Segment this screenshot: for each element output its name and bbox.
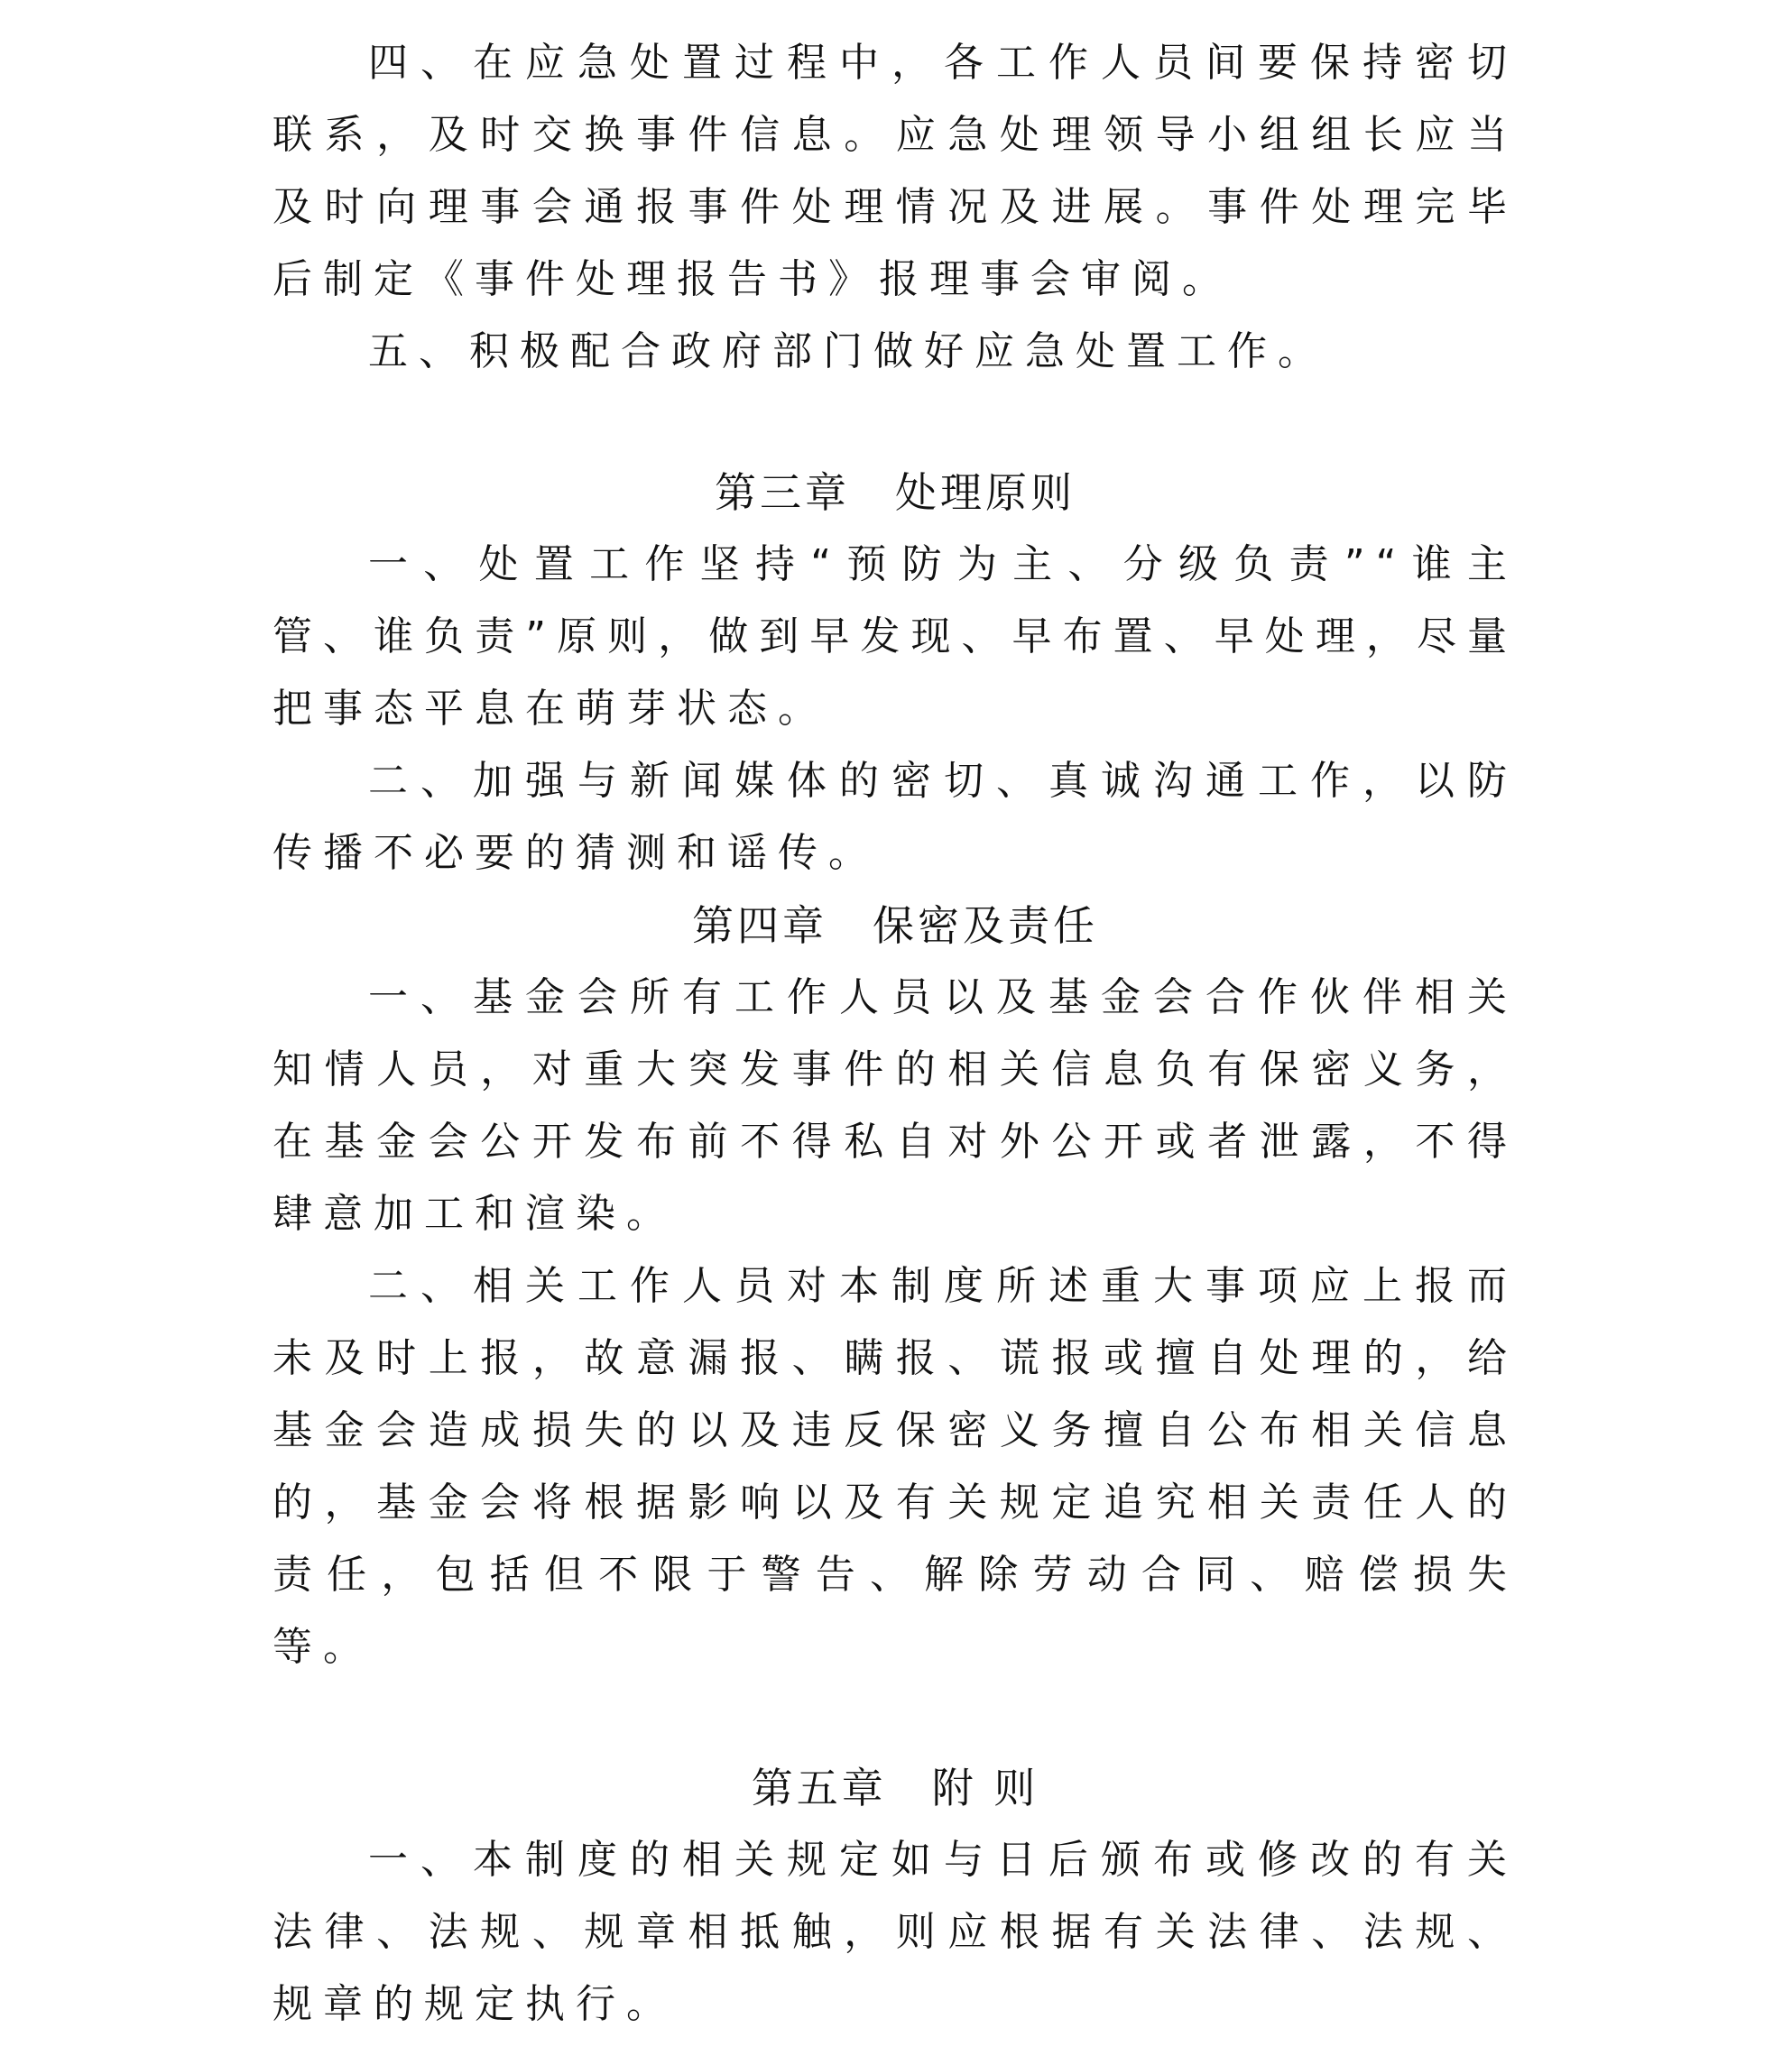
chapter-4-paragraph-1: 一、基金会所有工作人员以及基金会合作伙伴相关知情人员，对重大突发事件的相关信息负有保密义务，在基金会公开发布前不得私自对外公开或者泄露，不得肆意加工和渲染。 bbox=[272, 974, 1518, 1237]
paragraph-4-emergency-contact: 四、在应急处置过程中，各工作人员间要保持密切联系，及时交换事件信息。应急处理领导小组组长应当及时向理事会通报事件处理情况及进展。事件处理完毕后制定《事件处理报告书》报理事会审阅。 bbox=[272, 40, 1518, 302]
spacer bbox=[272, 1683, 1536, 1752]
chapter-4-paragraph-2: 二、相关工作人员对本制度所述重大事项应上报而未及时上报，故意漏报、瞒报、谎报或擅自处理的，给基金会造成损失的以及违反保密义务擅自公布相关信息的，基金会将根据影响以及有关规定追究相关责任人的责任，包括但不限于警告、解除劳动合同、赔偿损失等。 bbox=[272, 1263, 1518, 1670]
chapter-3-paragraph-1: 一、处置工作坚持“预防为主、分级负责”“谁主管、谁负责”原则，做到早发现、早布置、早处理，尽量把事态平息在萌芽状态。 bbox=[272, 541, 1518, 732]
chapter-5-heading: 第五章 附 则 bbox=[751, 1764, 1039, 1812]
paragraph-5-cooperate-government: 五、积极配合政府部门做好应急处置工作。 bbox=[368, 328, 1328, 374]
chapter-4-heading: 第四章 保密及责任 bbox=[692, 901, 1098, 950]
chapter-3-paragraph-2: 二、加强与新闻媒体的密切、真诚沟通工作，以防传播不必要的猜测和谣传。 bbox=[272, 758, 1518, 876]
chapter-3-heading: 第三章 处理原则 bbox=[715, 468, 1076, 517]
document-page bbox=[272, 27, 1536, 2041]
chapter-5-paragraph-1: 一、本制度的相关规定如与日后颁布或修改的有关法律、法规、规章相抵触，则应根据有关法律、法规、规章的规定执行。 bbox=[272, 1837, 1518, 2027]
spacer bbox=[272, 388, 1536, 456]
